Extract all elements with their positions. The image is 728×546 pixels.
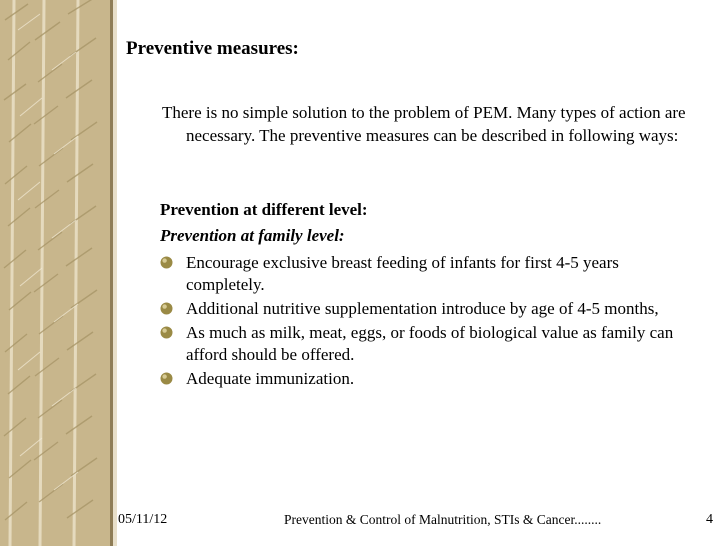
footer-date: 05/11/12 [118, 512, 168, 527]
bullet-text: Additional nutritive supplementation introduce by age of 4-5 months, [186, 299, 659, 318]
bullet-item [160, 252, 690, 296]
strip-shadow-divider [113, 0, 117, 546]
bullet-text: Adequate immunization. [186, 369, 355, 388]
bullet-item [160, 368, 690, 390]
slide-title: Preventive measures: [126, 38, 299, 59]
bullet-dot-icon [160, 326, 173, 339]
decorative-strip [0, 0, 110, 546]
bullet-item [160, 298, 690, 320]
subheading-family-level: Prevention at family level: [160, 226, 345, 245]
intro-paragraph: There is no simple solution to the problem of PEM. Many types of action are necessary. The preventive measures can be described in following ways: [162, 103, 686, 145]
bullet-dot-icon [160, 302, 173, 315]
bullet-dot-icon [160, 256, 173, 269]
bullet-dot-icon [160, 372, 173, 385]
bamboo-pattern-icon [0, 0, 110, 546]
bullet-text: Encourage exclusive breast feeding of infants for first 4-5 years completely. [186, 253, 619, 294]
footer-page-number: 4 [706, 512, 713, 527]
bullet-list [160, 252, 690, 392]
subheading-different-level: Prevention at different level: [160, 200, 368, 219]
footer-title: Prevention & Control of Malnutrition, STIs & Cancer........ [284, 512, 602, 527]
bullet-item [160, 322, 690, 366]
bullet-text: As much as milk, meat, eggs, or foods of biological value as family can afford should be offered. [186, 323, 674, 364]
